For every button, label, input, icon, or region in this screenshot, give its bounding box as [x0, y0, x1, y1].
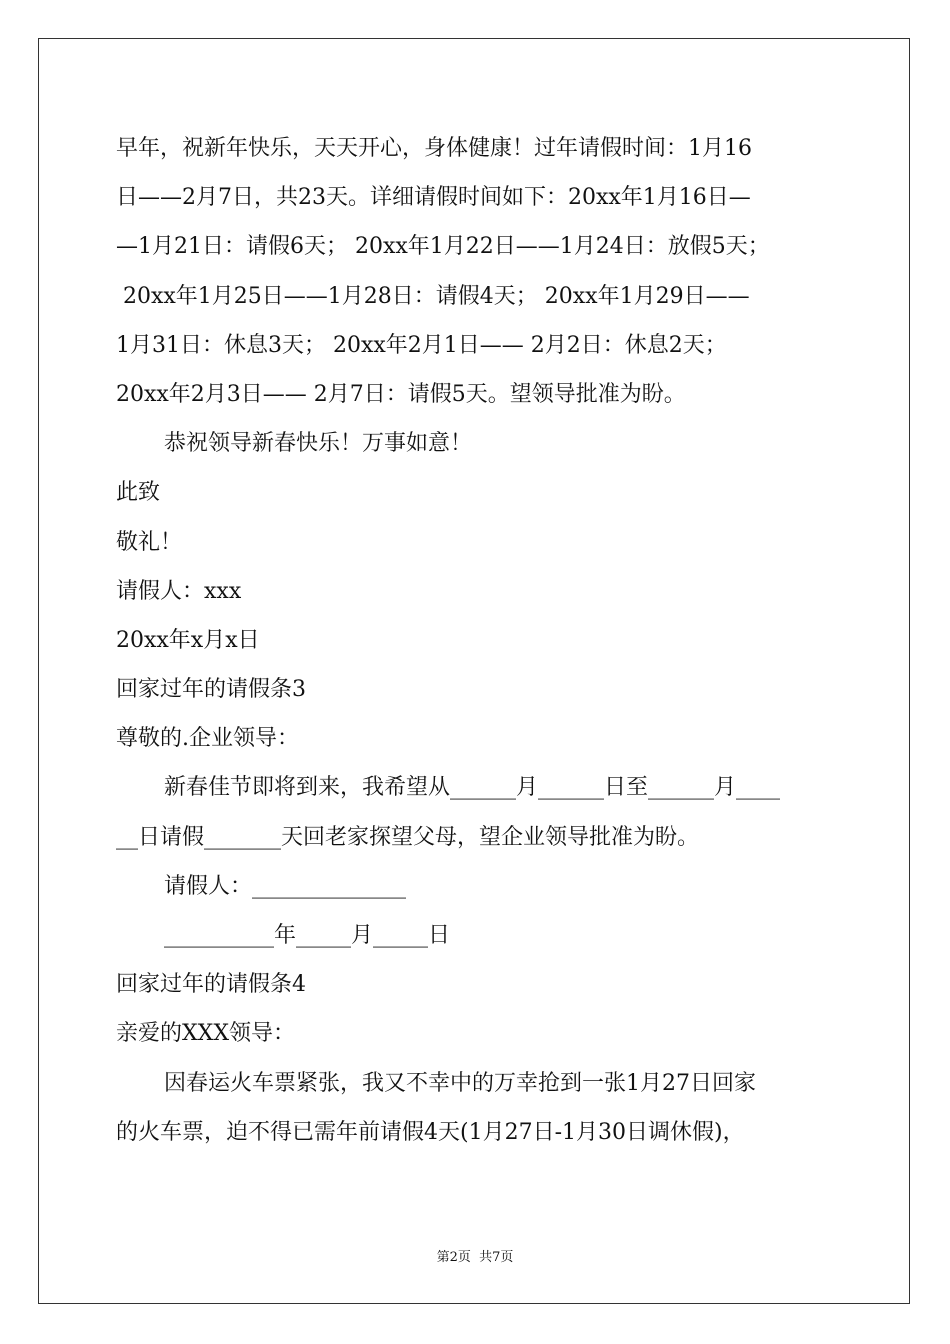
salutation-line: 亲爱的XXX领导： [116, 1021, 295, 1047]
signature-line: 请假人：______________ [164, 873, 407, 899]
paragraph-line: 20xx年1月25日——1月28日：请假4天； 20xx年1月29日—— [116, 283, 750, 309]
paragraph-line: 的火车票，迫不得已需年前请假4天(1月27日-1月30日调休假)， [116, 1119, 745, 1145]
paragraph-line: —1月21日：请假6天； 20xx年1月22日——1月24日：放假5天； [116, 234, 770, 260]
paragraph-line: 新春佳节即将到来，我希望从______月______日至______月____ [164, 775, 781, 801]
date-line: __________年_____月_____日 [164, 923, 451, 948]
paragraph-line: 早年，祝新年快乐，天天开心，身体健康！过年请假时间：1月16 [116, 136, 752, 161]
closing-line: 敬礼！ [116, 529, 183, 555]
paragraph-line: 因春运火车票紧张，我又不幸中的万幸抢到一张1月27日回家 [164, 1070, 756, 1096]
section-title: 回家过年的请假条3 [116, 677, 306, 703]
document-body [116, 124, 838, 1157]
section-title: 回家过年的请假条4 [116, 972, 306, 998]
salutation-line: 尊敬的.企业领导： [116, 726, 299, 752]
page-footer: 第2页 共7页 [436, 1250, 514, 1265]
paragraph-line: 20xx年2月3日—— 2月7日：请假5天。望领导批准为盼。 [116, 381, 686, 407]
closing-line: 此致 [116, 480, 161, 506]
paragraph-line: 日——2月7日，共23天。详细请假时间如下：20xx年1月16日— [116, 185, 751, 211]
paragraph-line: 1月31日：休息3天； 20xx年2月1日—— 2月2日：休息2天； [116, 332, 727, 358]
date-line: 20xx年x月x日 [116, 627, 260, 653]
greeting-line: 恭祝领导新春快乐！万事如意！ [164, 431, 473, 457]
signature-line: 请假人：xxx [116, 578, 242, 604]
paragraph-line: __日请假_______天回老家探望父母，望企业领导批准为盼。 [116, 824, 700, 850]
